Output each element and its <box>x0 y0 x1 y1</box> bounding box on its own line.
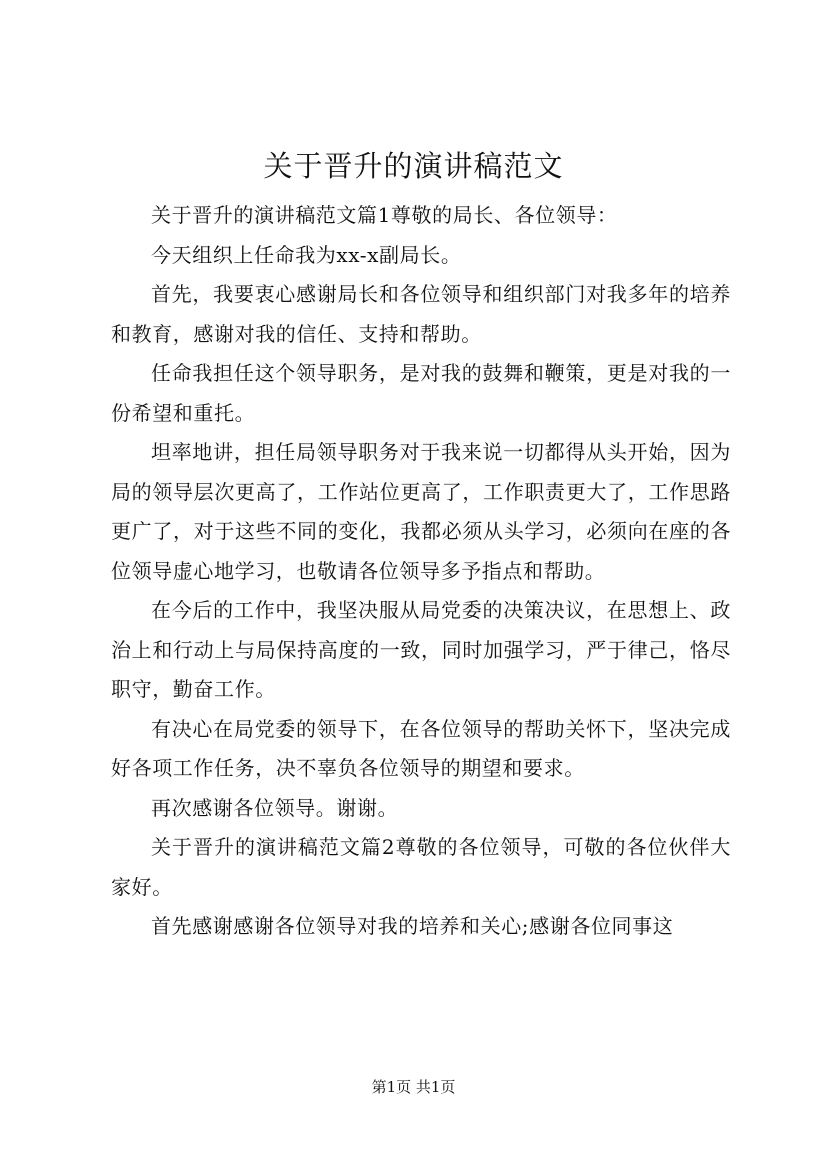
paragraph-5: 坦率地讲，担任局领导职务对于我来说一切都得从头开始，因为局的领导层次更高了，工作站位更高了，工作职责更大了，工作思路更广了，对于这些不同的变化，我都必须从头学习，必须向在座的各位领导虚心地学习，也敬请各位领导多予指点和帮助。 <box>111 440 731 583</box>
paragraph-9: 关于晋升的演讲稿范文篇2尊敬的各位领导，可敬的各位伙伴大家好。 <box>111 835 731 899</box>
paragraph-8: 再次感谢各位领导。谢谢。 <box>151 795 399 820</box>
document-body <box>111 196 731 947</box>
paragraph-7: 有决心在局党委的领导下，在各位领导的帮助关怀下，坚决完成好各项工作任务，决不辜负各位领导的期望和要求。 <box>111 716 731 780</box>
document-title: 关于晋升的演讲稿范文 <box>263 149 564 183</box>
paragraph-2: 今天组织上任命我为xx-x副局长。 <box>151 242 462 267</box>
paragraph-3: 首先，我要衷心感谢局长和各位领导和组织部门对我多年的培养和教育，感谢对我的信任、支持和帮助。 <box>111 282 731 346</box>
paragraph-1: 关于晋升的演讲稿范文篇1尊敬的局长、各位领导： <box>151 203 618 227</box>
paragraph-6: 在今后的工作中，我坚决服从局党委的决策决议，在思想上、政治上和行动上与局保持高度的一致，同时加强学习，严于律己，恪尽职守，勤奋工作。 <box>111 598 731 701</box>
paragraph-10: 首先感谢感谢各位领导对我的培养和关心;感谢各位同事这 <box>151 914 674 938</box>
paragraph-4: 任命我担任这个领导职务，是对我的鼓舞和鞭策，更是对我的一份希望和重托。 <box>111 361 731 425</box>
page-footer: 第1页 共1页 <box>371 1078 456 1096</box>
